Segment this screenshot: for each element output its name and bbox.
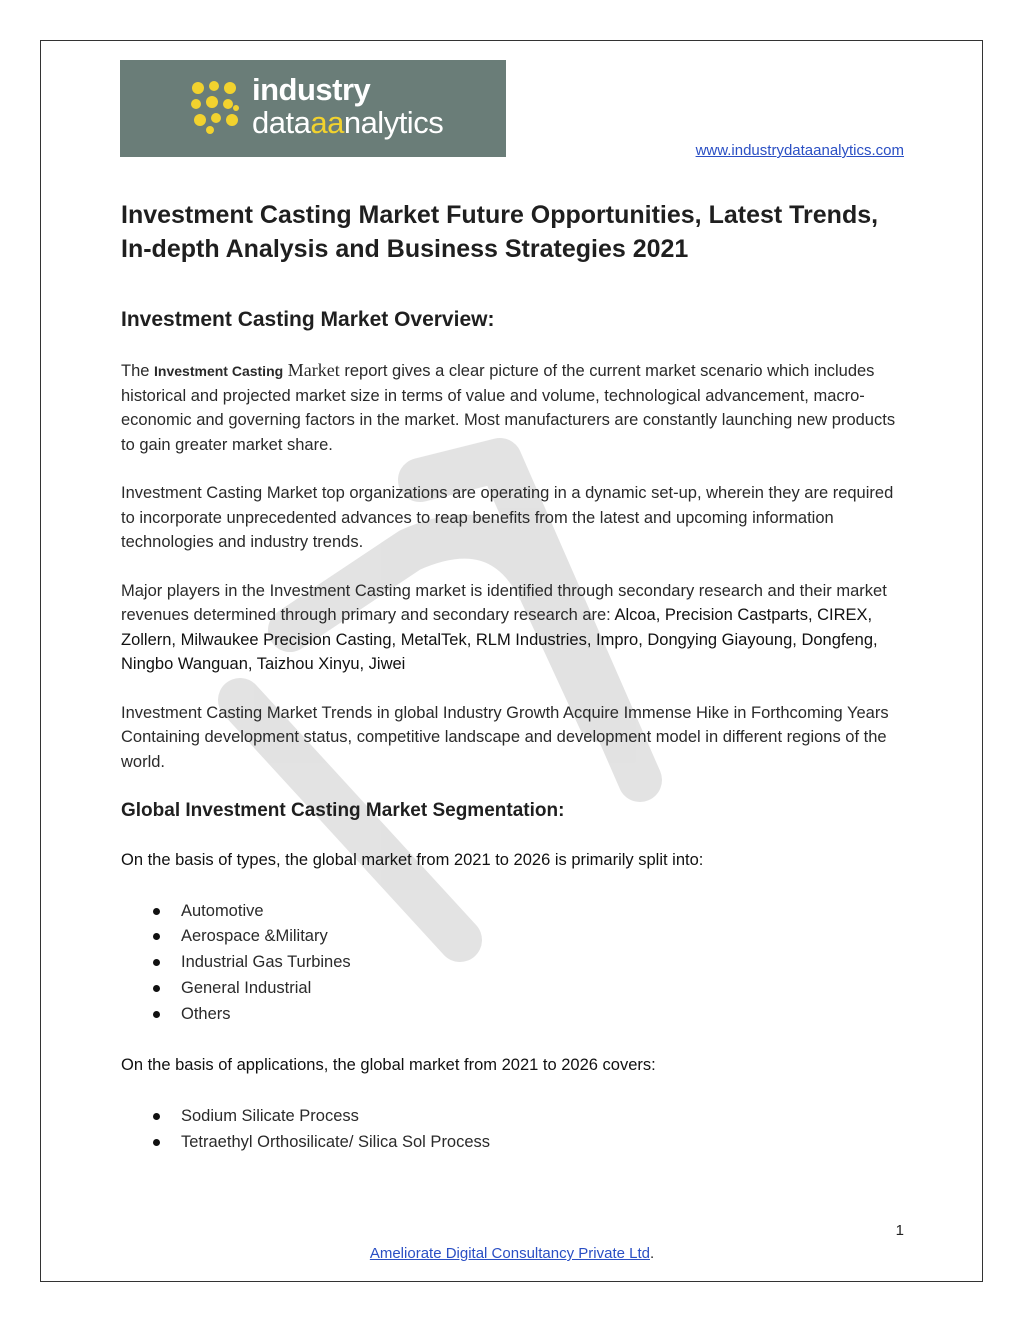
logo-dots-icon (190, 80, 242, 135)
key-players: Alcoa, Precision Castparts, CIREX, Zollern, Milwaukee Precision Casting, MetalTek, RLM Industries, Impro, Dongying Giayoung, Dongfeng, Ningbo Wanguan, Taizhou Xinyu, Jiwei (121, 606, 878, 673)
list-item: Tetraethyl Orthosilicate/ Silica Sol Process (181, 1130, 911, 1156)
logo-text-industry: industry (252, 72, 371, 107)
page-number: 1 (895, 1222, 904, 1239)
footer-company-link[interactable]: Ameliorate Digital Consultancy Private Ltd (369, 1245, 650, 1262)
overview-paragraph-3: Major players in the Investment Casting market is identified through secondary research and their market revenues determined through primary and secondary research are: Alcoa, Precision Castparts, CIREX, Zollern, Milwaukee Precision Casting, MetalTek, RLM Industries, Impro, Dongying Giayoung, Dongfeng, Ningbo Wanguan, Taizhou Xinyu, Jiwei (121, 581, 887, 673)
overview-heading: Investment Casting Market Overview: (121, 308, 495, 331)
list-item: Sodium Silicate Process (181, 1104, 911, 1130)
footer: Ameliorate Digital Consultancy Private Ltd. (369, 1245, 655, 1262)
logo-text-dataanalytics: dataaanalytics (252, 105, 444, 140)
overview-paragraph-1: The Investment Casting Market report gives a clear picture of the current market scenario which includes historical and projected market size in terms of value and volume, technological advancement, macro-economic and governing factors in the market. Most manufacturers are constantly launching new products to gain greater market share. (121, 360, 896, 454)
types-intro: On the basis of types, the global market from 2021 to 2026 is primarily split into: (121, 851, 704, 869)
list-item: Aerospace &Military (181, 924, 911, 950)
website-link[interactable]: www.industrydataanalytics.com (695, 142, 904, 159)
applications-intro: On the basis of applications, the global market from 2021 to 2026 covers: (121, 1056, 656, 1075)
list-item: Others (181, 1002, 911, 1028)
list-item: Automotive (181, 899, 911, 925)
list-item: Industrial Gas Turbines (181, 950, 911, 976)
overview-paragraph-2: Investment Casting Market top organizations are operating in a dynamic set-up, wherein they are required to incorporate unprecedented advances to reap benefits from the latest and upcoming information technologies and industry trends. (121, 484, 894, 551)
segmentation-heading: Global Investment Casting Market Segmentation: (121, 800, 565, 821)
document-title: Investment Casting Market Future Opportunities, Latest Trends, In-depth Analysis and Business Strategies 2021 (121, 201, 879, 263)
overview-paragraph-4: Investment Casting Market Trends in global Industry Growth Acquire Immense Hike in Forthcoming Years Containing development status, competitive landscape and development model in different regions of the world. (121, 703, 889, 771)
list-item: General Industrial (181, 976, 911, 1002)
company-logo (120, 60, 506, 157)
types-list (121, 899, 911, 1028)
applications-list (121, 1104, 911, 1156)
document-body (121, 198, 911, 1156)
